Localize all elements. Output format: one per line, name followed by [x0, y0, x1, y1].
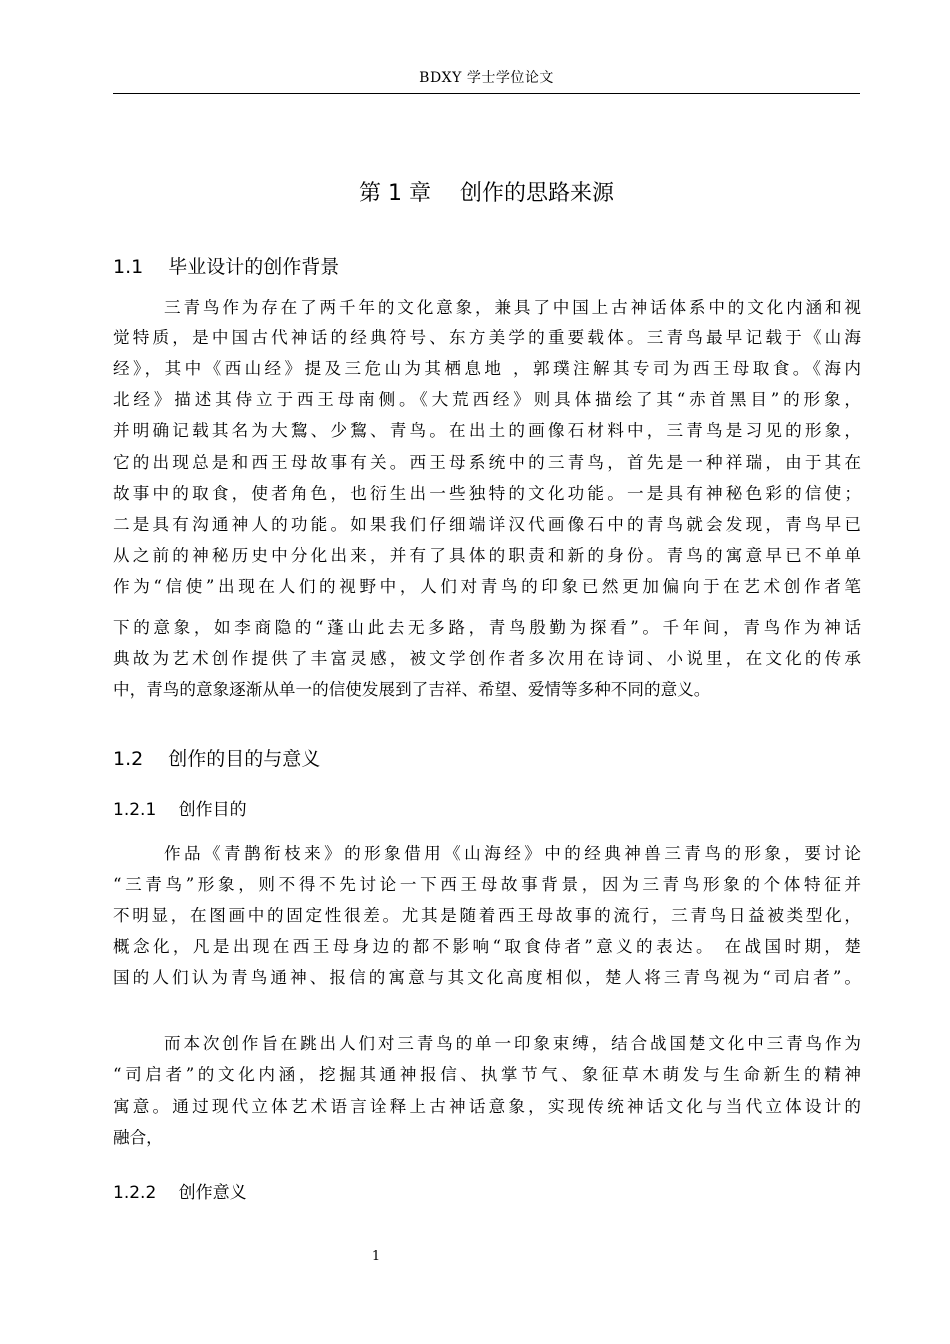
paragraph-line: 寓意。通过现代立体艺术语言诠释上古神话意象，实现传统神话文化与当代立体设计的: [113, 1097, 861, 1116]
paragraph-line: 下的意象，如李商隐的“蓬山此去无多路，青鸟殷勤为探看”。千年间，青鸟作为神话: [113, 618, 861, 637]
paragraph-line: 并明确记载其名为大鵹、少鵹、青鸟。在出土的画像石材料中，三青鸟是习见的形象，: [113, 421, 861, 440]
paragraph-line: 作品《青鹊衔枝来》的形象借用《山海经》中的经典神兽三青鸟的形象，要讨论: [164, 844, 861, 863]
running-header: BDXY 学士学位论文: [419, 70, 554, 86]
subsection-heading-1-2-1: 1.2.1 创作目的: [113, 800, 247, 820]
paragraph-line: 经》，其中《西山经》提及三危山为其栖息地 ，郭璞注解其专司为西王母取食。《海内: [113, 359, 861, 378]
header-rule: [113, 93, 860, 94]
paragraph-line: 国的人们认为青鸟通神、报信的寓意与其文化高度相似，楚人将三青鸟视为“司启者”。: [113, 968, 861, 987]
paragraph-line: 它的出现总是和西王母故事有关。西王母系统中的三青鸟，首先是一种祥瑞，由于其在: [113, 453, 861, 472]
paragraph-line: 三青鸟作为存在了两千年的文化意象，兼具了中国上古神话体系中的文化内涵和视: [164, 298, 861, 317]
subsection-heading-1-2-2: 1.2.2 创作意义: [113, 1183, 247, 1203]
paragraph-line: 故事中的取食，使者角色，也衍生出一些独特的文化功能。一是具有神秘色彩的信使；: [113, 484, 861, 503]
paragraph-line: 而本次创作旨在跳出人们对三青鸟的单一印象束缚，结合战国楚文化中三青鸟作为: [164, 1034, 861, 1053]
paragraph-line: 二是具有沟通神人的功能。如果我们仔细端详汉代画像石中的青鸟就会发现，青鸟早已: [113, 515, 861, 534]
page-number: 1: [371, 1249, 381, 1264]
paragraph-line: 作为“信使”出现在人们的视野中，人们对青鸟的印象已然更加偏向于在艺术创作者笔: [113, 577, 861, 596]
paragraph-line: 从之前的神秘历史中分化出来，并有了具体的职责和新的身份。青鸟的寓意早已不单单: [113, 546, 861, 565]
paragraph-line: 中，青鸟的意象逐渐从单一的信使发展到了吉祥、希望、爱情等多种不同的意义。: [113, 680, 711, 699]
paragraph-line: 融合，: [113, 1128, 163, 1147]
paragraph-line: 北经》描述其侍立于西王母南侧。《大荒西经》则具体描绘了其“赤首黑目”的形象，: [113, 390, 861, 409]
paragraph-line: 概念化，凡是出现在西王母身边的都不影响“取食侍者”意义的表达。 在战国时期，楚: [113, 937, 861, 956]
section-heading-1-1: 1.1 毕业设计的创作背景: [113, 256, 340, 278]
paragraph-line: 典故为艺术创作提供了丰富灵感，被文学创作者多次用在诗词、小说里，在文化的传承: [113, 649, 861, 668]
chapter-title: 第 1 章 创作的思路来源: [359, 181, 614, 206]
paragraph-line: 不明显，在图画中的固定性很差。尤其是随着西王母故事的流行，三青鸟日益被类型化，: [113, 906, 861, 925]
paragraph-line: 觉特质，是中国古代神话的经典符号、东方美学的重要载体。三青鸟最早记载于《山海: [113, 328, 861, 347]
paragraph-line: “司启者”的文化内涵，挖掘其通神报信、执掌节气、象征草木萌发与生命新生的精神: [113, 1065, 861, 1084]
section-heading-1-2: 1.2 创作的目的与意义: [113, 748, 321, 770]
paragraph-line: “三青鸟”形象，则不得不先讨论一下西王母故事背景，因为三青鸟形象的个体特征并: [113, 875, 861, 894]
